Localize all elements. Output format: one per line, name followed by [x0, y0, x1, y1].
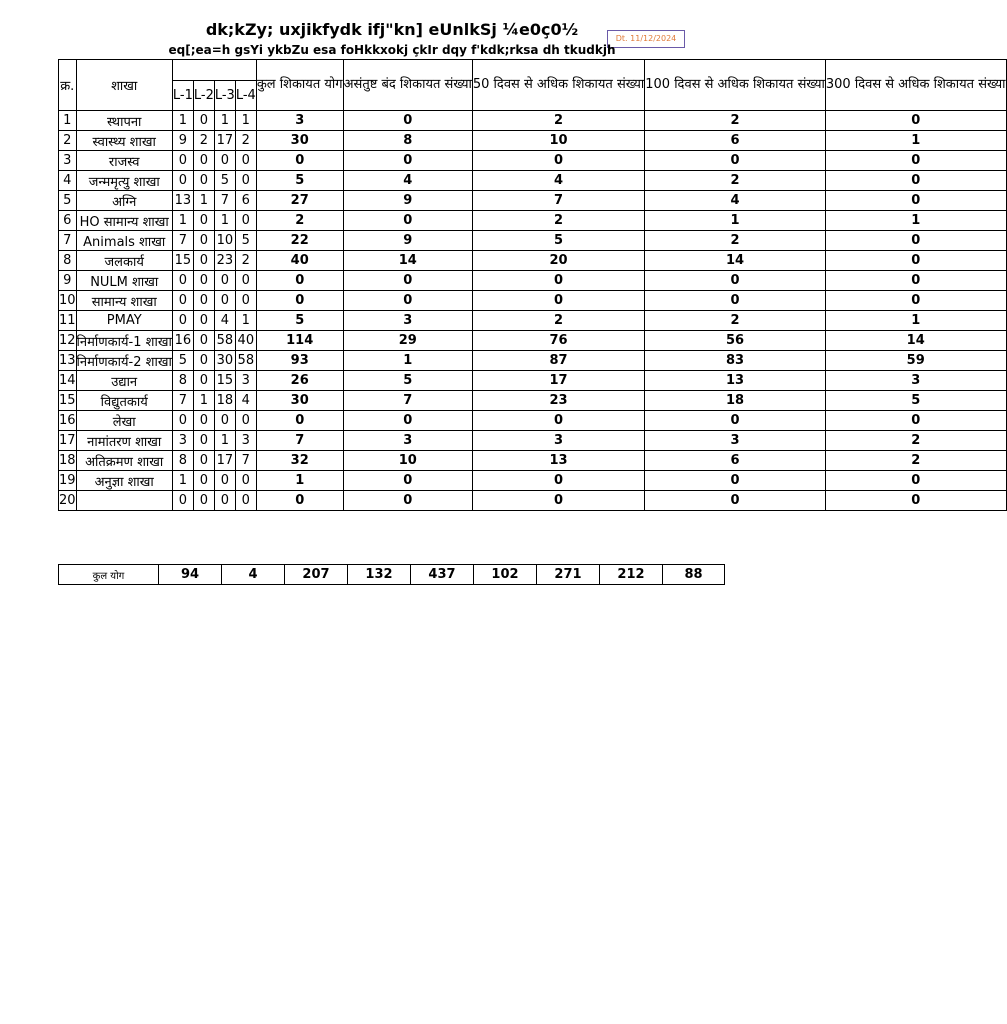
row-value: 13	[172, 191, 193, 211]
row-value: 20	[472, 251, 644, 271]
row-value: 17	[472, 371, 644, 391]
row-value: 0	[343, 291, 472, 311]
row-value: 0	[825, 111, 1006, 131]
header-l2: L-2	[193, 81, 214, 111]
table-row	[59, 431, 1007, 451]
row-value: 5	[472, 231, 644, 251]
row-value: 0	[193, 271, 214, 291]
row-value: 0	[256, 271, 343, 291]
row-value: 2	[645, 111, 826, 131]
row-value: 5	[256, 311, 343, 331]
row-value: 30	[214, 351, 235, 371]
table-row	[59, 151, 1007, 171]
row-value: 0	[825, 271, 1006, 291]
row-value: 27	[256, 191, 343, 211]
row-value: 1	[825, 311, 1006, 331]
row-value: 0	[235, 491, 256, 511]
table-row	[59, 271, 1007, 291]
row-value: 58	[235, 351, 256, 371]
header-sno: क्र.	[59, 60, 77, 111]
header-50-days: 50 दिवस से अधिक शिकायत संख्या	[472, 60, 644, 111]
row-value: 0	[825, 411, 1006, 431]
row-value: 0	[343, 151, 472, 171]
total-table	[58, 564, 725, 585]
row-section: स्थापना	[76, 111, 172, 131]
row-value: 0	[193, 311, 214, 331]
row-value: 59	[825, 351, 1006, 371]
row-section: सामान्य शाखा	[76, 291, 172, 311]
row-section: निर्माणकार्य-2 शाखा	[76, 351, 172, 371]
row-value: 7	[214, 191, 235, 211]
header-l3: L-3	[214, 81, 235, 111]
row-value: 0	[172, 151, 193, 171]
row-value: 0	[193, 351, 214, 371]
row-value: 15	[214, 371, 235, 391]
row-value: 0	[214, 291, 235, 311]
row-value: 4	[214, 311, 235, 331]
header-300-days: 300 दिवस से अधिक शिकायत संख्या	[825, 60, 1006, 111]
table-row	[59, 131, 1007, 151]
row-value: 0	[193, 251, 214, 271]
row-value: 0	[825, 251, 1006, 271]
row-value: 16	[172, 331, 193, 351]
row-value: 0	[193, 291, 214, 311]
table-row	[59, 331, 1007, 351]
row-value: 0	[825, 191, 1006, 211]
row-value: 0	[214, 491, 235, 511]
row-value: 0	[193, 431, 214, 451]
row-value: 83	[645, 351, 826, 371]
total-cell: 271	[537, 565, 600, 585]
row-value: 1	[235, 111, 256, 131]
row-sno: 5	[59, 191, 77, 211]
row-value: 5	[825, 391, 1006, 411]
row-section: नामांतरण शाखा	[76, 431, 172, 451]
table-row	[59, 391, 1007, 411]
row-value: 2	[645, 231, 826, 251]
row-value: 0	[172, 311, 193, 331]
row-section: उद्यान	[76, 371, 172, 391]
row-value: 5	[343, 371, 472, 391]
total-cell: 212	[600, 565, 663, 585]
row-sno: 8	[59, 251, 77, 271]
row-value: 2	[645, 311, 826, 331]
row-value: 0	[193, 211, 214, 231]
row-value: 0	[172, 271, 193, 291]
row-value: 9	[343, 231, 472, 251]
total-cell: 207	[285, 565, 348, 585]
table-row	[59, 111, 1007, 131]
row-value: 7	[235, 451, 256, 471]
row-value: 0	[235, 171, 256, 191]
row-section: निर्माणकार्य-1 शाखा	[76, 331, 172, 351]
row-value: 2	[235, 131, 256, 151]
table-row	[59, 471, 1007, 491]
row-value: 0	[645, 151, 826, 171]
row-value: 0	[645, 271, 826, 291]
row-value: 23	[214, 251, 235, 271]
row-sno: 7	[59, 231, 77, 251]
row-value: 1	[343, 351, 472, 371]
row-value: 0	[472, 271, 644, 291]
row-value: 0	[193, 151, 214, 171]
row-value: 8	[172, 371, 193, 391]
row-value: 2	[472, 311, 644, 331]
row-value: 26	[256, 371, 343, 391]
row-value: 10	[472, 131, 644, 151]
row-value: 0	[193, 471, 214, 491]
row-section: Animals शाखा	[76, 231, 172, 251]
row-value: 58	[214, 331, 235, 351]
row-value: 0	[193, 231, 214, 251]
row-value: 0	[193, 331, 214, 351]
row-section: जन्ममृत्यु शाखा	[76, 171, 172, 191]
row-value: 0	[193, 171, 214, 191]
row-value: 4	[472, 171, 644, 191]
row-value: 2	[825, 431, 1006, 451]
header-section: शाखा	[76, 60, 172, 111]
row-value: 0	[472, 291, 644, 311]
row-value: 5	[235, 231, 256, 251]
row-sno: 16	[59, 411, 77, 431]
total-cell: 94	[159, 565, 222, 585]
row-value: 0	[343, 271, 472, 291]
table-row	[59, 371, 1007, 391]
row-value: 10	[214, 231, 235, 251]
row-value: 2	[825, 451, 1006, 471]
row-value: 114	[256, 331, 343, 351]
row-value: 0	[172, 171, 193, 191]
row-value: 0	[256, 291, 343, 311]
table-row	[59, 291, 1007, 311]
row-section: विद्युतकार्य	[76, 391, 172, 411]
row-value: 0	[235, 271, 256, 291]
row-section: अतिक्रमण शाखा	[76, 451, 172, 471]
report-subtitle: eq[;ea=h gsYi ykbZu esa foHkkxokj çkIr dqy f'kdk;rksa dh tkudkjh	[168, 43, 616, 57]
row-sno: 15	[59, 391, 77, 411]
row-sno: 12	[59, 331, 77, 351]
row-value: 15	[172, 251, 193, 271]
row-value: 7	[256, 431, 343, 451]
row-value: 0	[645, 291, 826, 311]
row-value: 1	[193, 391, 214, 411]
row-sno: 4	[59, 171, 77, 191]
row-value: 4	[235, 391, 256, 411]
row-value: 0	[645, 471, 826, 491]
row-value: 10	[343, 451, 472, 471]
row-section: अग्नि	[76, 191, 172, 211]
row-value: 30	[256, 131, 343, 151]
row-value: 0	[343, 211, 472, 231]
row-value: 2	[472, 211, 644, 231]
row-value: 5	[256, 171, 343, 191]
row-value: 0	[235, 291, 256, 311]
row-value: 0	[343, 491, 472, 511]
row-value: 1	[214, 111, 235, 131]
row-value: 0	[825, 471, 1006, 491]
table-row	[59, 191, 1007, 211]
row-value: 1	[235, 311, 256, 331]
total-cell: 102	[474, 565, 537, 585]
row-value: 18	[645, 391, 826, 411]
row-value: 2	[472, 111, 644, 131]
header-unsatisfied: असंतुष्ट बंद शिकायत संख्या	[343, 60, 472, 111]
row-value: 87	[472, 351, 644, 371]
row-value: 4	[645, 191, 826, 211]
row-sno: 1	[59, 111, 77, 131]
header-l1: L-1	[172, 81, 193, 111]
row-value: 0	[235, 211, 256, 231]
row-value: 40	[235, 331, 256, 351]
row-value: 14	[343, 251, 472, 271]
row-sno: 10	[59, 291, 77, 311]
row-section: स्वास्थ्य शाखा	[76, 131, 172, 151]
row-value: 0	[825, 231, 1006, 251]
header-total: कुल शिकायत योग	[256, 60, 343, 111]
header-levels-group	[172, 60, 256, 81]
row-value: 1	[825, 211, 1006, 231]
date-badge: Dt. 11/12/2024	[607, 30, 685, 48]
row-sno: 17	[59, 431, 77, 451]
row-value: 3	[825, 371, 1006, 391]
total-cell: 4	[222, 565, 285, 585]
row-value: 6	[645, 451, 826, 471]
row-sno: 9	[59, 271, 77, 291]
row-value: 18	[214, 391, 235, 411]
row-value: 1	[172, 111, 193, 131]
row-value: 0	[214, 151, 235, 171]
row-value: 3	[235, 431, 256, 451]
row-value: 2	[193, 131, 214, 151]
row-value: 3	[472, 431, 644, 451]
row-section	[76, 491, 172, 511]
table-row	[59, 351, 1007, 371]
row-value: 22	[256, 231, 343, 251]
row-value: 0	[235, 411, 256, 431]
table-row	[59, 231, 1007, 251]
row-value: 17	[214, 131, 235, 151]
row-value: 30	[256, 391, 343, 411]
row-value: 3	[343, 311, 472, 331]
row-value: 93	[256, 351, 343, 371]
row-value: 1	[172, 471, 193, 491]
row-value: 0	[256, 411, 343, 431]
row-value: 7	[172, 391, 193, 411]
row-section: HO सामान्य शाखा	[76, 211, 172, 231]
row-value: 0	[472, 491, 644, 511]
row-value: 0	[193, 411, 214, 431]
row-section: राजस्व	[76, 151, 172, 171]
row-section: PMAY	[76, 311, 172, 331]
row-value: 3	[172, 431, 193, 451]
row-value: 1	[214, 431, 235, 451]
row-value: 5	[214, 171, 235, 191]
row-value: 5	[172, 351, 193, 371]
row-value: 0	[193, 111, 214, 131]
row-sno: 19	[59, 471, 77, 491]
total-label: कुल योग	[59, 565, 159, 585]
row-value: 0	[256, 151, 343, 171]
row-sno: 3	[59, 151, 77, 171]
row-sno: 2	[59, 131, 77, 151]
row-value: 0	[472, 411, 644, 431]
row-value: 1	[172, 211, 193, 231]
row-value: 3	[645, 431, 826, 451]
row-value: 0	[214, 271, 235, 291]
table-row	[59, 411, 1007, 431]
row-value: 0	[235, 151, 256, 171]
row-value: 6	[235, 191, 256, 211]
row-value: 8	[172, 451, 193, 471]
row-value: 32	[256, 451, 343, 471]
row-section: NULM शाखा	[76, 271, 172, 291]
row-value: 7	[343, 391, 472, 411]
row-value: 3	[235, 371, 256, 391]
row-value: 0	[235, 471, 256, 491]
row-sno: 6	[59, 211, 77, 231]
row-value: 23	[472, 391, 644, 411]
row-value: 0	[214, 471, 235, 491]
total-cell: 437	[411, 565, 474, 585]
row-value: 0	[472, 471, 644, 491]
row-value: 0	[825, 291, 1006, 311]
row-value: 0	[825, 151, 1006, 171]
row-value: 40	[256, 251, 343, 271]
table-row	[59, 251, 1007, 271]
row-value: 7	[172, 231, 193, 251]
row-sno: 20	[59, 491, 77, 511]
row-value: 3	[256, 111, 343, 131]
row-value: 9	[343, 191, 472, 211]
row-value: 0	[172, 291, 193, 311]
row-value: 7	[472, 191, 644, 211]
row-value: 8	[343, 131, 472, 151]
row-value: 0	[193, 491, 214, 511]
complaints-table	[58, 59, 1007, 511]
table-row	[59, 491, 1007, 511]
row-value: 2	[235, 251, 256, 271]
total-cell: 88	[663, 565, 725, 585]
report-title: dk;kZy; uxjikfydk ifj"kn] eUnlkSj ¼e0ç0½	[205, 20, 579, 39]
row-value: 0	[343, 471, 472, 491]
row-value: 1	[214, 211, 235, 231]
row-value: 29	[343, 331, 472, 351]
row-section: अनुज्ञा शाखा	[76, 471, 172, 491]
row-value: 76	[472, 331, 644, 351]
row-value: 0	[343, 111, 472, 131]
row-value: 17	[214, 451, 235, 471]
row-value: 0	[214, 411, 235, 431]
row-value: 0	[645, 411, 826, 431]
row-value: 0	[193, 451, 214, 471]
row-value: 14	[645, 251, 826, 271]
row-value: 13	[645, 371, 826, 391]
row-value: 0	[472, 151, 644, 171]
row-section: जलकार्य	[76, 251, 172, 271]
row-value: 0	[825, 491, 1006, 511]
row-value: 0	[645, 491, 826, 511]
row-value: 2	[256, 211, 343, 231]
row-value: 0	[825, 171, 1006, 191]
row-sno: 13	[59, 351, 77, 371]
row-section: लेखा	[76, 411, 172, 431]
table-row	[59, 171, 1007, 191]
header-100-days: 100 दिवस से अधिक शिकायत संख्या	[645, 60, 826, 111]
row-value: 0	[343, 411, 472, 431]
row-value: 1	[825, 131, 1006, 151]
row-sno: 18	[59, 451, 77, 471]
header-l4: L-4	[235, 81, 256, 111]
table-row	[59, 451, 1007, 471]
row-sno: 14	[59, 371, 77, 391]
total-cell: 132	[348, 565, 411, 585]
row-value: 0	[172, 491, 193, 511]
row-value: 6	[645, 131, 826, 151]
row-value: 1	[193, 191, 214, 211]
row-value: 0	[256, 491, 343, 511]
table-row	[59, 311, 1007, 331]
table-row	[59, 211, 1007, 231]
row-value: 0	[172, 411, 193, 431]
row-value: 0	[193, 371, 214, 391]
row-value: 14	[825, 331, 1006, 351]
row-sno: 11	[59, 311, 77, 331]
row-value: 4	[343, 171, 472, 191]
row-value: 2	[645, 171, 826, 191]
row-value: 3	[343, 431, 472, 451]
row-value: 56	[645, 331, 826, 351]
row-value: 1	[645, 211, 826, 231]
row-value: 9	[172, 131, 193, 151]
row-value: 13	[472, 451, 644, 471]
row-value: 1	[256, 471, 343, 491]
total-row	[59, 565, 725, 585]
